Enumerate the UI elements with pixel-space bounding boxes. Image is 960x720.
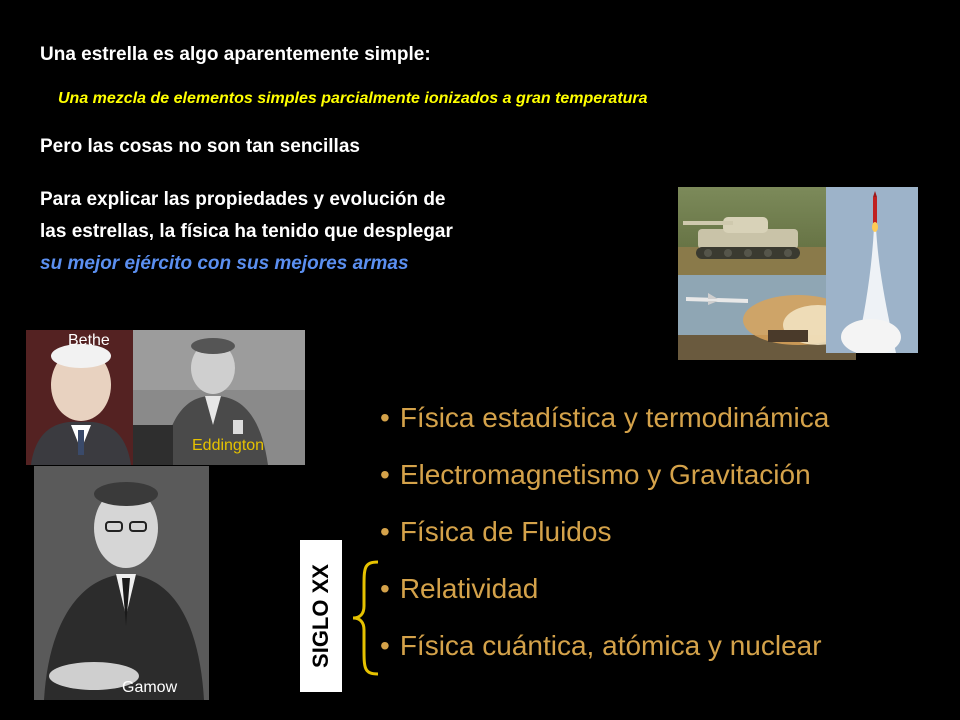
siglo-xx-text: SIGLO XX xyxy=(308,564,333,668)
list-item xyxy=(380,512,829,569)
list-item-label: Física cuántica, atómica y nuclear xyxy=(399,630,822,661)
rocket-image xyxy=(826,187,918,353)
intro-paragraph xyxy=(40,184,640,280)
siglo-xx-label xyxy=(300,540,342,692)
bullet-icon: • xyxy=(380,573,390,604)
bullet-icon: • xyxy=(380,402,390,433)
physics-fields-list xyxy=(380,398,829,683)
list-item-label: Física estadística y termodinámica xyxy=(399,402,830,433)
bethe-caption: Bethe xyxy=(68,332,110,349)
paragraph-line-2: las estrellas, la física ha tenido que desplegar xyxy=(40,221,453,242)
list-item xyxy=(380,626,829,683)
curly-brace-icon xyxy=(350,558,380,678)
gamow-portrait xyxy=(34,466,209,700)
eddington-caption: Eddington xyxy=(192,437,265,454)
but-line: Pero las cosas no son tan sencillas xyxy=(40,136,360,157)
gamow-caption: Gamow xyxy=(122,679,178,696)
list-item xyxy=(380,455,829,512)
list-item-label: Física de Fluidos xyxy=(399,516,612,547)
page-heading: Una estrella es algo aparentemente simple: xyxy=(40,44,431,65)
paragraph-line-1: Para explicar las propiedades y evolución de xyxy=(40,189,446,210)
bullet-icon: • xyxy=(380,630,390,661)
tank-image xyxy=(678,187,826,275)
list-item-label: Electromagnetismo y Gravitación xyxy=(399,459,811,490)
list-item xyxy=(380,398,829,455)
paragraph-line-3: su mejor ejército con sus mejores armas xyxy=(40,253,409,274)
list-item-label: Relatividad xyxy=(399,573,539,604)
bethe-portrait xyxy=(26,330,133,465)
bullet-icon: • xyxy=(380,459,390,490)
bullet-icon: • xyxy=(380,516,390,547)
list-item xyxy=(380,569,829,626)
subheading: Una mezcla de elementos simples parcialmente ionizados a gran temperatura xyxy=(58,90,648,107)
